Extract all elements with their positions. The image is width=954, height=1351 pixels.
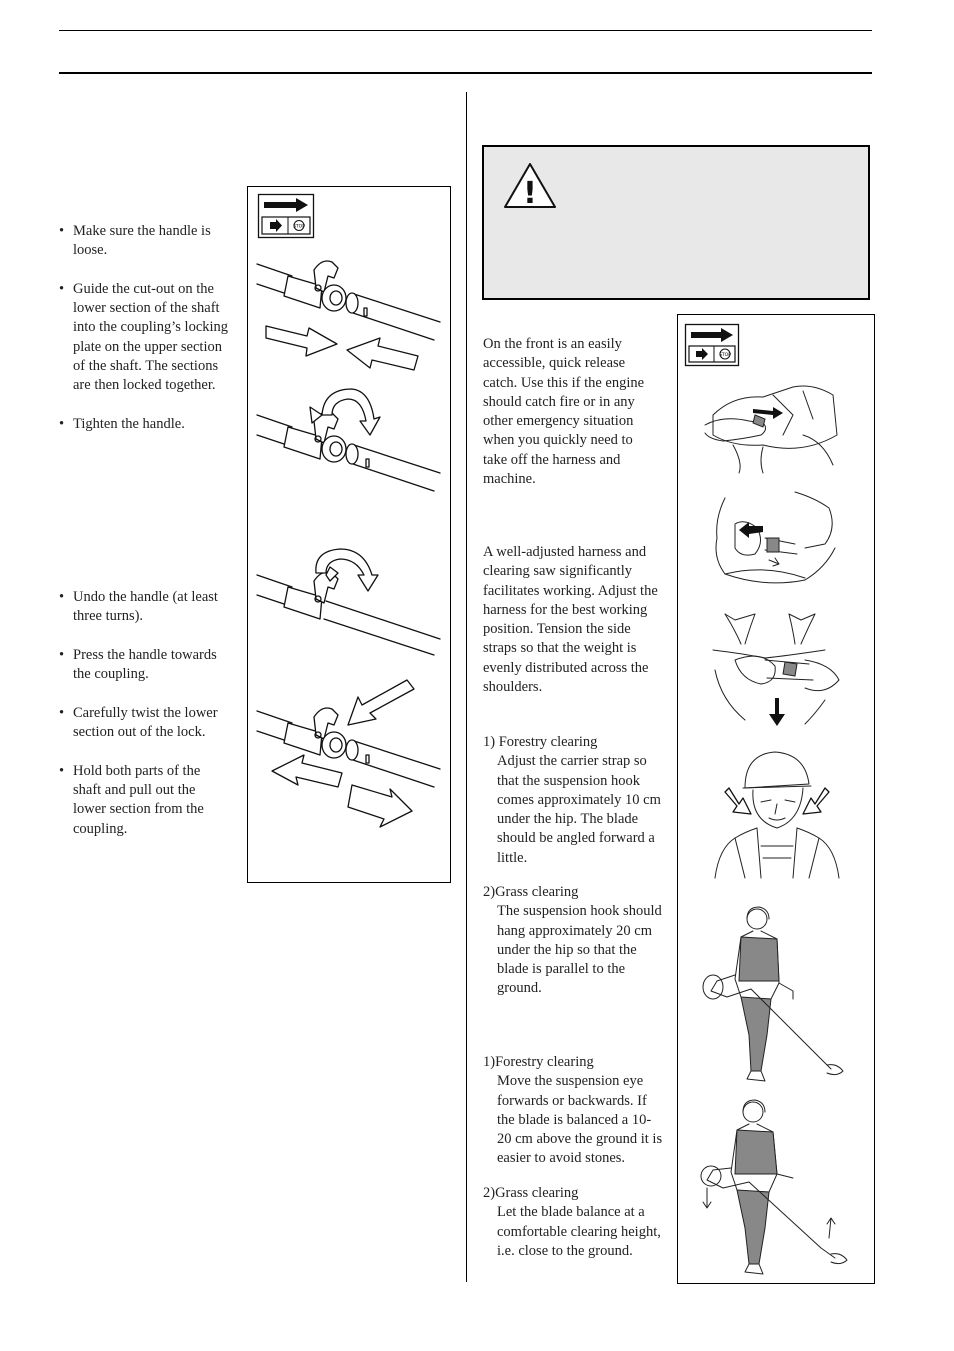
hook-grass: [483, 883, 663, 999]
quick-release-figure: [703, 375, 843, 475]
disassembly-step: • Hold both parts of the shaft and pull out the lower section from the coupling.: [59, 762, 229, 839]
stop-engine-icon: [258, 194, 314, 238]
warning-triangle-icon: [502, 161, 558, 211]
balance-forestry-body: Move the suspension eye forwards or backwards. If the blade is balanced a 10-20 cm above the ground it is easier to avoid stones.: [497, 1073, 663, 1167]
stop-label: STOP: [719, 353, 731, 358]
quick-release-text: On the front is an easily accessible, quick release catch. Use this if the engine should catch fire or in any other emergency situation when you quickly need to take off the harness and machine.: [483, 336, 645, 488]
hook-forestry: [483, 733, 663, 868]
balance-grass: [483, 1184, 663, 1261]
shaft-tighten-figure: [252, 385, 452, 495]
hook-forestry-body: Adjust the carrier strap so that the suspension hook comes approximately 10 cm under the hip. The blade should be angled forward a little.: [497, 753, 661, 866]
assembly-step: • Tighten the handle.: [59, 415, 229, 434]
grass-clearing-operator-figure: [697, 905, 857, 1085]
assembly-step: • Guide the cut-out on the lower section of the shaft into the coupling’s locking plate on the upper section of the shaft. The sections are then locked together.: [59, 280, 229, 396]
balance-grass-heading: 2)Grass clearing: [483, 1185, 579, 1201]
assembly-steps: [59, 222, 229, 454]
balance-grass-body: Let the blade balance at a comfortable clearing height, i.e. close to the ground.: [497, 1204, 661, 1259]
disassembly-step: • Press the handle towards the coupling.: [59, 646, 229, 685]
stop-engine-icon: [685, 324, 739, 366]
assembly-step: • Make sure the handle is loose.: [59, 222, 229, 261]
strap-tension-figure: [705, 610, 845, 730]
hook-grass-heading: 2)Grass clearing: [483, 884, 579, 900]
column-divider: [466, 92, 467, 1282]
shaft-separate-figure: [252, 675, 452, 835]
hook-forestry-heading: 1) Forestry clearing: [483, 734, 598, 750]
forestry-clearing-operator-figure: [697, 1098, 857, 1278]
shaft-loosen-figure: [252, 545, 452, 655]
stop-label: STOP: [293, 224, 305, 230]
header-rule-thick: [59, 72, 872, 74]
warning-mark: !: [523, 176, 537, 211]
harness-adjust-text: A well-adjusted harness and clearing saw significantly facilitates working. Adjust the harness for the best working position. Tension the side straps so that the weight is evenly distributed across the shoulders.: [483, 544, 658, 696]
hook-grass-body: The suspension hook should hang approximately 20 cm under the hip so that the blade is parallel to the ground.: [497, 903, 662, 997]
warning-box: [482, 145, 870, 300]
release-catch-figure: [705, 488, 845, 588]
disassembly-step: • Carefully twist the lower section out of the lock.: [59, 704, 229, 743]
balance-forestry: [483, 1053, 663, 1169]
harness-front-figure: [705, 748, 845, 878]
shaft-joining-figure: [252, 250, 452, 370]
disassembly-steps: [59, 588, 229, 858]
disassembly-step: • Undo the handle (at least three turns).: [59, 588, 229, 627]
balance-forestry-heading: 1)Forestry clearing: [483, 1054, 594, 1070]
header-rule-thin: [59, 30, 872, 31]
